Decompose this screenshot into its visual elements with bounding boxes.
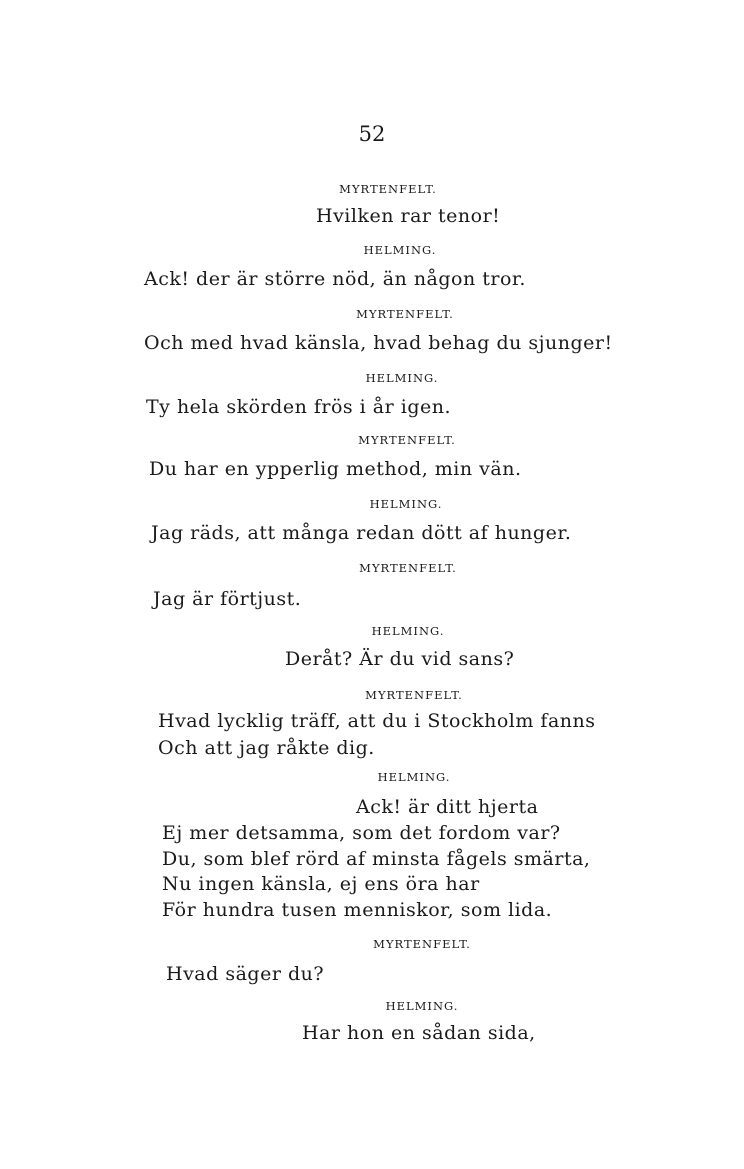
speaker-label-myrtenfelt: MYRTENFELT. bbox=[359, 561, 457, 575]
verse-line: Nu ingen känsla, ej ens öra har bbox=[162, 873, 480, 895]
speaker-label-helming: HELMING. bbox=[363, 243, 437, 257]
verse-line: Hvad lycklig träff, att du i Stockholm fanns bbox=[158, 710, 596, 732]
speaker-label-myrtenfelt: MYRTENFELT. bbox=[358, 433, 456, 447]
verse-line: Ej mer detsamma, som det fordom var? bbox=[162, 822, 561, 844]
verse-line: Ty hela skörden frös i år igen. bbox=[146, 396, 452, 418]
verse-line: Hvad säger du? bbox=[166, 963, 325, 985]
verse-line: Du har en ypperlig method, min vän. bbox=[149, 458, 522, 480]
verse-line: Och med hvad känsla, hvad behag du sjunger! bbox=[144, 332, 613, 354]
verse-line: Har hon en sådan sida, bbox=[302, 1022, 536, 1044]
speaker-label-helming: HELMING. bbox=[377, 770, 451, 784]
verse-line: Deråt? Är du vid sans? bbox=[285, 648, 515, 670]
speaker-label-helming: HELMING. bbox=[369, 497, 443, 511]
verse-line: Du, som blef rörd af minsta fågels smärta, bbox=[162, 848, 591, 870]
speaker-label-helming: HELMING. bbox=[371, 624, 445, 638]
speaker-label-myrtenfelt: MYRTENFELT. bbox=[373, 937, 471, 951]
page-number: 52 bbox=[358, 122, 386, 146]
speaker-label-helming: HELMING. bbox=[365, 371, 439, 385]
speaker-label-myrtenfelt: MYRTENFELT. bbox=[339, 182, 437, 196]
verse-line: Och att jag råkte dig. bbox=[158, 737, 375, 759]
verse-line: För hundra tusen menniskor, som lida. bbox=[162, 899, 553, 921]
verse-line: Jag är förtjust. bbox=[153, 588, 302, 610]
verse-line: Jag räds, att många redan dött af hunger. bbox=[151, 522, 572, 544]
verse-line: Ack! är ditt hjerta bbox=[356, 796, 539, 818]
verse-line: Ack! der är större nöd, än någon tror. bbox=[144, 268, 526, 290]
speaker-label-myrtenfelt: MYRTENFELT. bbox=[365, 688, 463, 702]
verse-line: Hvilken rar tenor! bbox=[316, 205, 501, 227]
speaker-label-myrtenfelt: MYRTENFELT. bbox=[356, 307, 454, 321]
speaker-label-helming: HELMING. bbox=[385, 999, 459, 1013]
